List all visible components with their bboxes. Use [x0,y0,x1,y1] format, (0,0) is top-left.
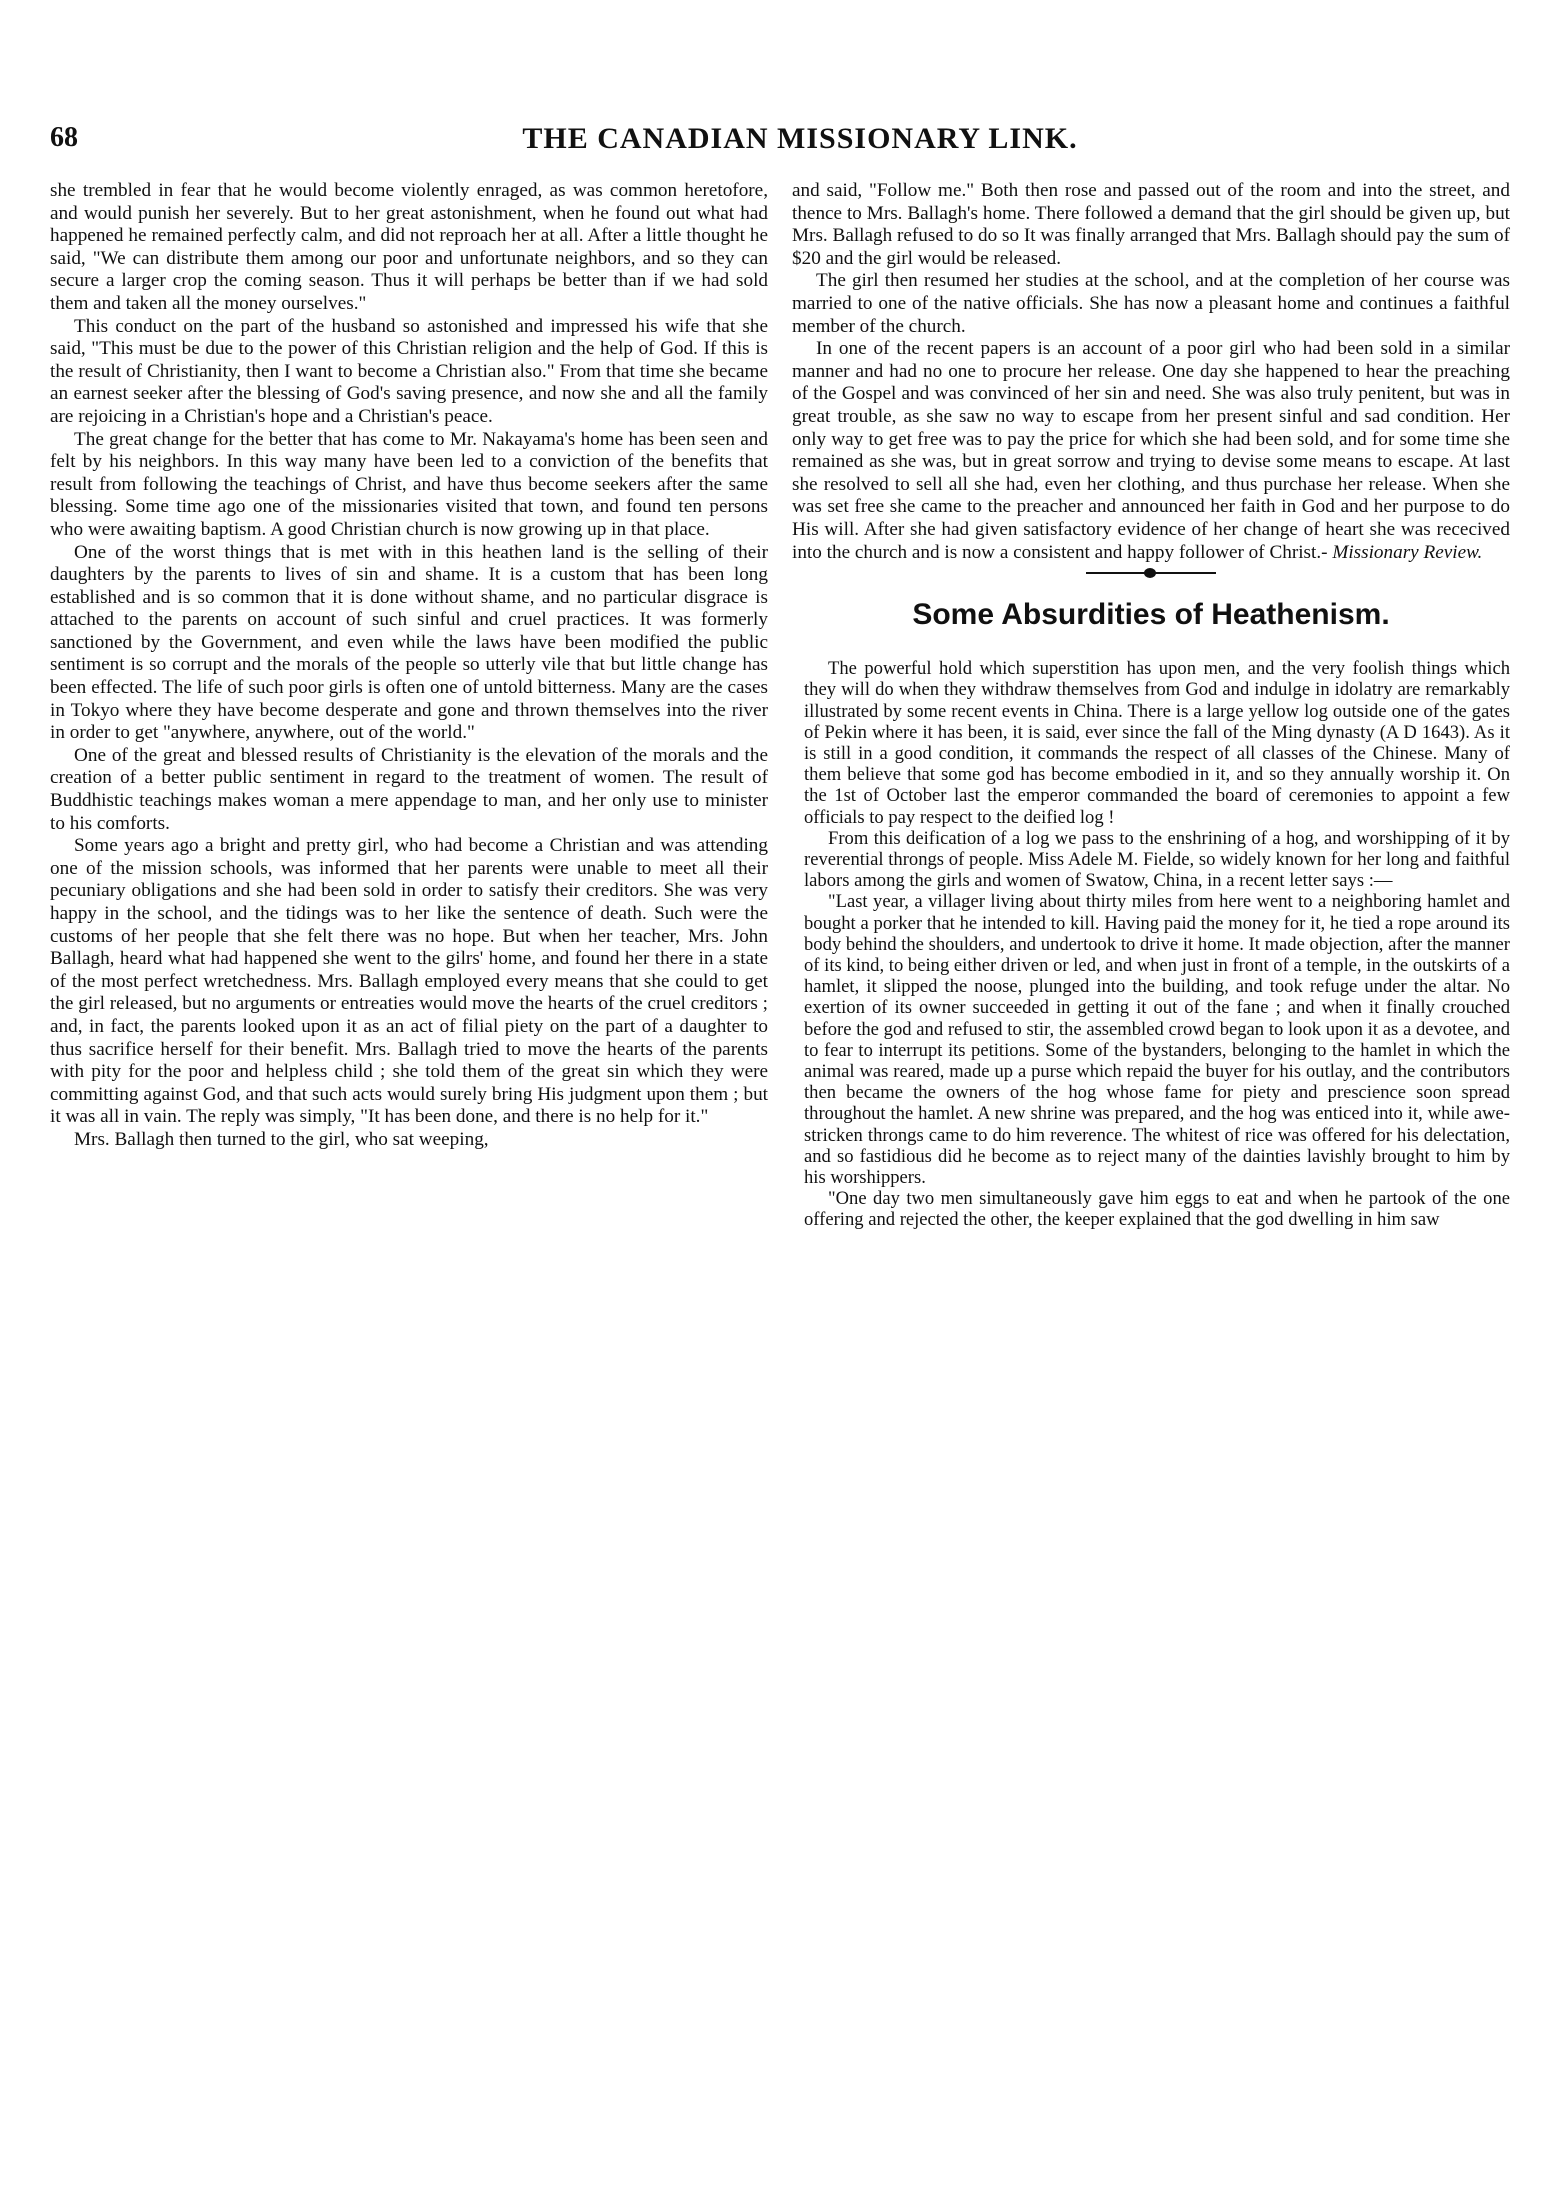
paragraph [792,338,1510,564]
section-title: Some Absurdities of Heathenism. [912,598,1390,632]
paragraph-text: In one of the recent papers is an account of a poor girl who had been sold in a similar manner and had no one to procure her release. One day she happened to hear the preaching of the Gospel and was convinced of her sin and need. She was also truly penitent, but was in great trouble, as she saw no way to escape from her present sinful and sad condition. Her only way to get free was to pay the price for which she had been sold, and for some time she remained as she was, but in great sorrow and trying to devise some means to escape. At last she resolved to sell all she had, even her clothing, and thus purchase her release. When she was set free she came to the preacher and announced her faith in God and her purpose to do His will. After she had given satisfactory evidence of her change of heart she was rececived into the church and is now a consistent and happy follower of Christ.- [792,338,1510,563]
left-column [50,180,768,1152]
paragraph: The girl then resumed her studies at the school, and at the completion of her course was married to one of the native officials. She has now a pleasant home and continues a faithful member of the church. [792,270,1510,337]
right-column [792,180,1510,1231]
paragraph: The great change for the better that has come to Mr. Nakayama's home has been seen and felt by his neighbors. In this way many have been led to a conviction of the benefits that result from following the teachings of Christ, and have thus become seekers after the same blessing. Some time ago one of the missionaries visited that town, and found ten persons who were awaiting baptism. A good Christian church is now growing up in that place. [50,428,768,540]
paragraph: Some years ago a bright and pretty girl, who had become a Christian and was attending one of the mission schools, was informed that her parents were unable to meet all their pecuniary obligations and she had been sold in order to satisfy their creditors. She was very happy in the school, and the tidings was to her like the sentence of death. Such were the customs of her people that she felt there was no hope. But when her teacher, Mrs. John Ballagh, heard what had happened she went to the gilrs' home, and found her there in a state of the most perfect wretchedness. Mrs. Ballagh employed every means that she could to get the girl released, but no arguments or entreaties would move the hearts of the cruel creditors ; and, in fact, the parents looked upon it as an act of filial piety on the part of a daughter to thus sacrifice herself for their benefit. Mrs. Ballagh tried to move the hearts of the parents with pity for the poor and helpless child ; she told them of the great sin which they were committing against God, and that such acts would surely bring His judgment upon them ; but it was all in vain. The reply was simply, "It has been done, and there is no help for it." [50,835,768,1128]
paragraph: she trembled in fear that he would become violently enraged, as was common heretofore, and would punish her severely. But to her great astonishment, when he found out what had happened he remained perfectly calm, and did not reproach her at all. After a little thought he said, "We can distribute them among our poor and unfortunate neighbors, and so they can secure a larger crop the coming season. Thus it will perhaps be better than if we had sold them and taken all the money ourselves." [50,180,768,314]
paragraph: and said, "Follow me." Both then rose and passed out of the room and into the street, and thence to Mrs. Ballagh's home. There followed a demand that the girl should be given up, but Mrs. Ballagh refused to do so It was finally arranged that Mrs. Ballagh should pay the sum of $20 and the girl would be released. [792,180,1510,269]
paragraph: Mrs. Ballagh then turned to the girl, who sat weeping, [74,1128,489,1150]
paragraph: This conduct on the part of the husband so astonished and impressed his wife that she said, "This must be due to the power of this Christian religion and the help of God. If this is the result of Christianity, then I want to become a Christian also." From that time she became an earnest seeker after the blessing of God's saving presence, and now she and all the family are rejoicing in a Christian's hope and a Christian's peace. [50,315,768,427]
paragraph: From this deification of a log we pass to the enshrining of a hog, and worshipping of it by reverential throngs of people. Miss Adele M. Fielde, so widely known for her long and faithful labors among the girls and women of Swatow, China, in a recent letter says :— [804,827,1510,892]
paragraph: The powerful hold which superstition has upon men, and the very foolish things which they will do when they withdraw themselves from God and indulge in idolatry are remarkably illustrated by some recent events in China. There is a large yellow log outside one of the gates of Pekin where it has been, it is said, ever since the fall of the Ming dynasty (A D 1643). As it is still in a good condition, it commands the respect of all classes of the Chinese. Many of them believe that some god has become embodied in it, and so they annually worship it. On the 1st of October last the emperor commanded the board of ceremonies to appoint a few officials to pay respect to the deified log ! [804,658,1510,828]
source-citation: Missionary Review. [1332,541,1483,563]
page-number: 68 [50,122,78,153]
quoted-paragraph: "One day two men simultaneously gave him eggs to eat and when he partook of the one offering and rejected the other, the keeper explained that the god dwelling in him saw [804,1188,1510,1231]
paragraph: One of the great and blessed results of Christianity is the elevation of the morals and the creation of a better public sentiment in regard to the treatment of women. The result of Buddhistic teachings makes woman a mere appendage to man, and her only use to minister to his comforts. [50,744,768,834]
section-divider [1086,572,1216,574]
page-header [50,122,1510,162]
journal-title: THE CANADIAN MISSIONARY LINK. [522,122,1078,155]
quoted-paragraph: "Last year, a villager living about thirty miles from here went to a neighboring hamlet and bought a porker that he intended to kill. Having paid the money for it, he tied a rope around its body behind the shoulders, and undertook to drive it home. It made objection, after the manner of its kind, to being either driven or led, and when just in front of a temple, in the outskirts of a hamlet, it slipped the noose, plunged into the building, and took refuge under the altar. No exertion of its owner succeeded in getting it out of the fane ; and when it finally crouched before the god and refused to stir, the assembled crowd began to look upon it as a devotee, and to fear to interrupt its petitions. Some of the bystanders, belonging to the hamlet in which the animal was reared, made up a purse which repaid the buyer for his outlay, and the contributors then became the owners of the hog whose fame for piety and prescience soon spread throughout the hamlet. A new shrine was prepared, and the hog was enticed into it, while awe-stricken throngs came to do him reverence. The whitest of rice was offered for his delectation, and so fastidious did he become as to reject many of the dainties lavishly brought to him by his worshippers. [804,891,1510,1188]
paragraph: One of the worst things that is met with in this heathen land is the selling of their daughters by the parents to lives of sin and shame. It is a custom that has been long established and is so common that it is done without shame, and no particular disgrace is attached to the parents on account of such sinful and cruel practices. It was formerly sanctioned by the Government, and even while the laws have been modified the public sentiment is so corrupt and the morals of the people so utterly vile that but little change has been effected. The life of such poor girls is often one of untold bitterness. Many are the cases in Tokyo where they have become desperate and gone and thrown themselves into the river in order to get "anywhere, anywhere, out of the world." [50,541,768,744]
section-body [792,658,1510,1230]
